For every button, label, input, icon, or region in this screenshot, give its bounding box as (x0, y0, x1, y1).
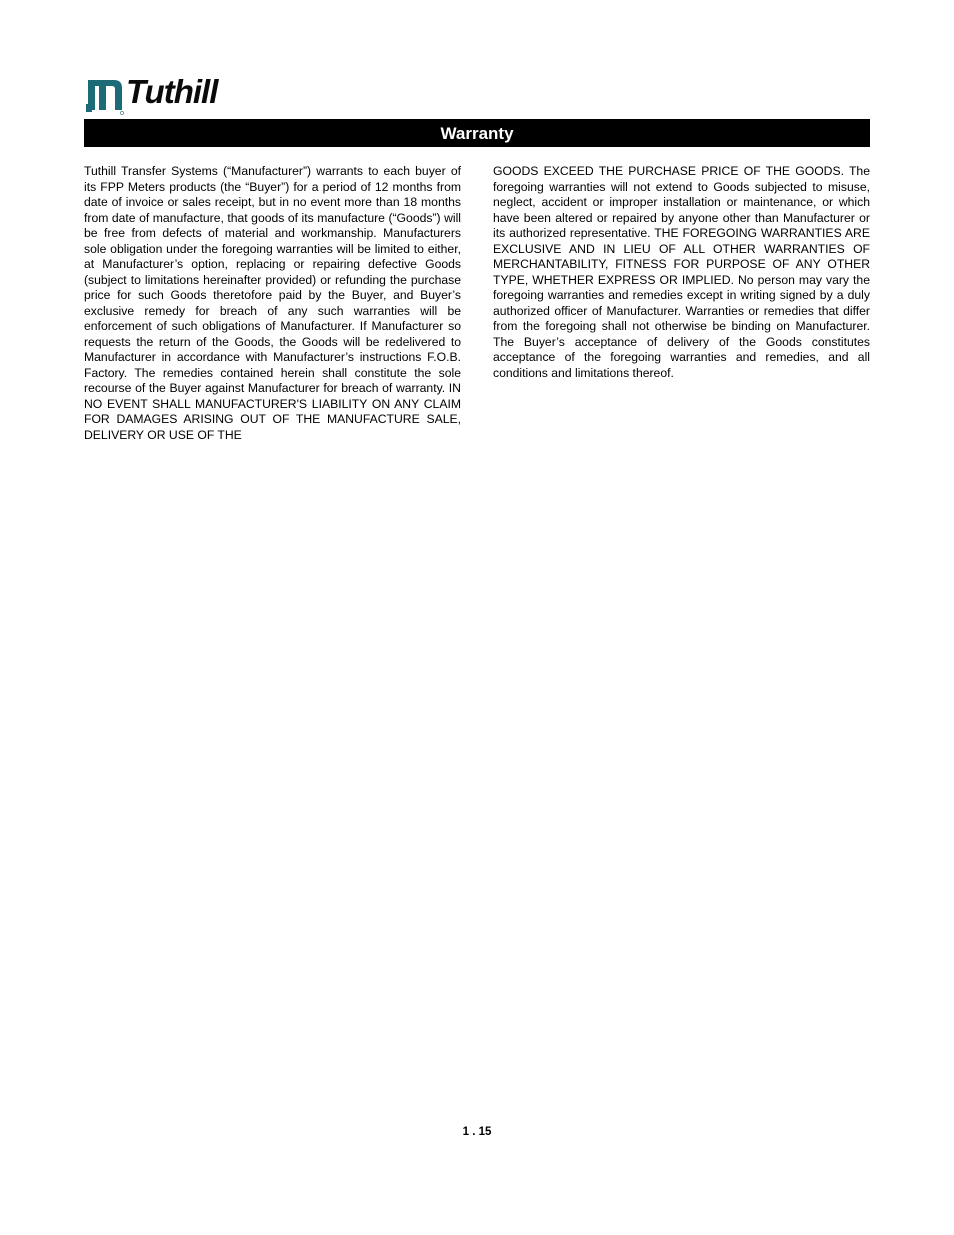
tuthill-mark-icon (84, 74, 124, 116)
page-title: Warranty (84, 119, 870, 147)
warranty-text-left-column: Tuthill Transfer Systems (“Manufacturer”) warrants to each buyer of its FPP Meters products (the “Buyer”) for a period of 12 months from date of invoice or sales receipt, but in no event more than 18 months from date of manufacture, that goods of its manufacture (“Goods”) will be free from defects of material and workmanship. Manufacturers sole obligation under the foregoing warranties will be limited to either, at Manufacturer’s option, replacing or repairing defective Goods (subject to limitations hereinafter provided) or refunding the purchase price for such Goods theretofore paid by the Buyer, and Buyer’s exclusive remedy for breach of any such warranties will be enforcement of such obligations of Manufacturer. If Manufacturer so requests the return of the Goods, the Goods will be redelivered to Manufacturer in accordance with Manufacturer’s instructions F.O.B. Factory. The remedies contained herein shall constitute the sole recourse of the Buyer against Manufacturer for breach of warranty. IN NO EVENT SHALL MANUFACTURER'S LIABILITY ON ANY CLAIM FOR DAMAGES ARISING OUT OF THE MANUFACTURE SALE, DELIVERY OR USE OF THE (84, 164, 461, 442)
tuthill-logo (84, 74, 284, 116)
brand-name: Tuthill (126, 73, 218, 110)
warranty-text-right-column: GOODS EXCEED THE PURCHASE PRICE OF THE GOODS. The foregoing warranties will not extend to Goods subjected to misuse, neglect, accident or improper installation or maintenance, or which have been altered or repaired by anyone other than Manufacturer or its authorized representative. THE FOREGOING WARRANTIES ARE EXCLUSIVE AND IN LIEU OF ALL OTHER WARRANTIES OF MERCHANTABILITY, FITNESS FOR PURPOSE OF ANY OTHER TYPE, WHETHER EXPRESS OR IMPLIED. No person may vary the foregoing warranties and remedies except in writing signed by a duly authorized officer of Manufacturer. Warranties or remedies that differ from the foregoing shall not otherwise be binding on Manufacturer. The Buyer’s acceptance of delivery of the Goods constitutes acceptance of the foregoing warranties and remedies, and all conditions and limitations thereof. (493, 164, 870, 380)
page-number: 1 . 15 (462, 1126, 492, 1138)
